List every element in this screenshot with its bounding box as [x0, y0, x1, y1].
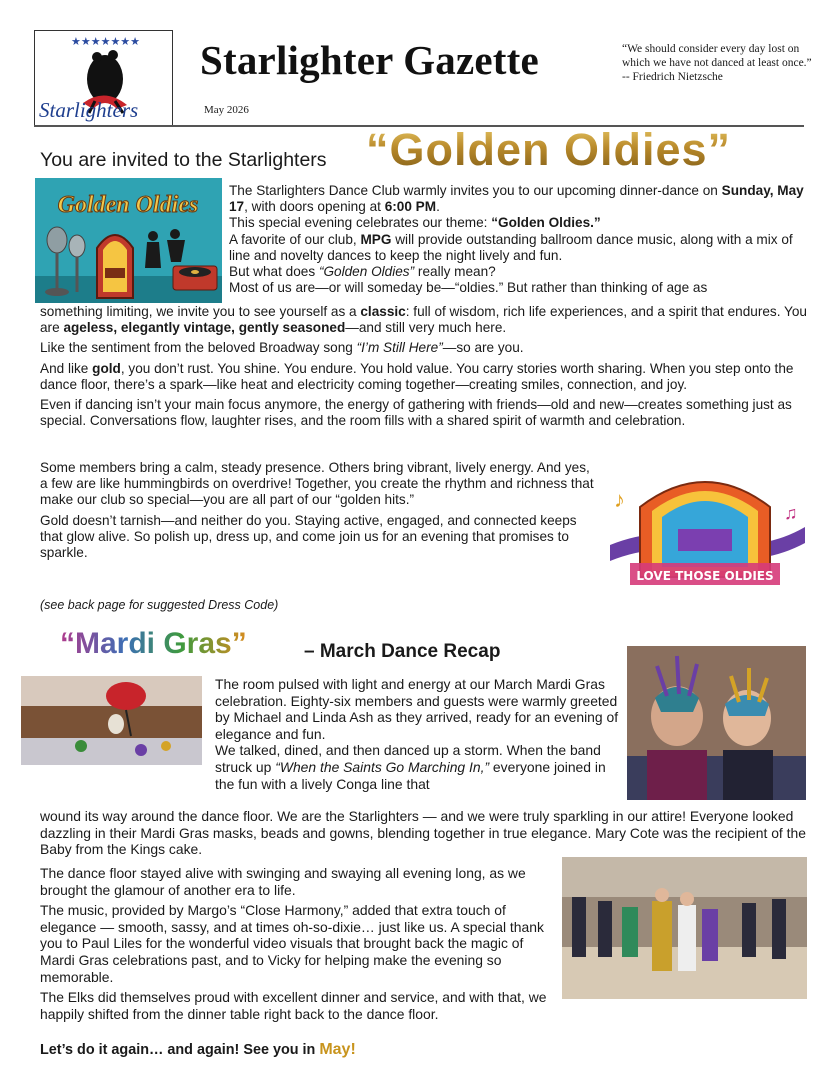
- theme-name: “Golden Oldies.”: [491, 215, 601, 231]
- text-run: —and still very much here.: [345, 320, 507, 336]
- record-player-icon: [173, 266, 217, 290]
- text-run: This special evening celebrates our theme:: [229, 215, 492, 231]
- invite-wrap-text: [40, 460, 596, 561]
- invite-paragraph: [40, 304, 810, 336]
- invite-paragraph: Gold doesn’t tarnish—and neither do you. Staying active, engaged, and connected keeps that glow alive. So polish up, dress up, and come join us for an evening that promises to sparkle.: [40, 512, 577, 561]
- image-caption: Golden Oldies: [57, 192, 199, 218]
- logo-wordmark: Starlighters: [39, 98, 139, 122]
- text-strong: gold: [92, 360, 121, 376]
- invite-paragraph: [229, 232, 809, 264]
- band-name: MPG: [360, 231, 392, 247]
- text-run: , you don’t rust. You shine. You endure. You hold value. You carry stories worth sharing. When you step onto the dance floor, there’s a spark—like heat and electricity coming together—creating smiles, connection, and joy.: [40, 360, 794, 392]
- text-run: everyone joined in the fun with a lively Conga line that: [215, 758, 606, 792]
- text-run: really mean?: [414, 264, 496, 280]
- invite-paragraph: Even if dancing isn’t your main focus anymore, the energy of gathering with friends—old and new—creates something just as special. Conversations flow, laughter rises, and the room fills with a shared spirit of warmth and celebration.: [40, 397, 792, 429]
- invite-lead: You are invited to the Starlighters: [40, 149, 327, 171]
- recap-full-text: [40, 808, 810, 858]
- recap-subheading: – March Dance Recap: [304, 641, 501, 662]
- recap-paragraph: The music, provided by Margo’s “Close Harmony,” added that extra touch of elegance — smooth, sassy, and at times oh-so-dixie… just like us. A special thank you to Paul Liles for the wonderful video visuals that brought back the magic of Mardi Gras celebrations past, and to Vicky for helping make the evening so memorable.: [40, 902, 544, 985]
- closing-line: [40, 1041, 356, 1059]
- invite-column-text: [229, 183, 809, 296]
- invite-paragraph: [40, 361, 810, 393]
- header-quote: [622, 42, 822, 84]
- recap-paragraph: wound its way around the dance floor. We are the Starlighters — and we were truly sparkling in our attire! Everyone looked dazzling in their Mardi Gras masks, beads and gowns, blending together in true elegance. Mary Cote was the recipient of the Baby from the Kings cake.: [40, 808, 806, 858]
- jukebox-image: [600, 467, 810, 592]
- invite-paragraph: [229, 183, 809, 215]
- recap-paragraph: [215, 742, 621, 792]
- mardi-gras-table-photo: [21, 676, 202, 765]
- dance-floor-photo: [562, 857, 807, 999]
- newsletter-title: Starlighter Gazette: [200, 37, 539, 83]
- music-note-icon: ♪: [614, 487, 625, 512]
- text-strong: ageless, elegantly vintage, gently seasoned: [63, 320, 346, 336]
- invite-paragraph: Most of us are—or will someday be—“oldies.” But rather than thinking of age as: [229, 280, 708, 296]
- song-title: “I’m Still Here”: [356, 340, 443, 356]
- closing-month: May!: [319, 1041, 356, 1058]
- jukebox-caption: LOVE THOSE OLDIES: [636, 569, 774, 583]
- recap-paragraph: The Elks did themselves proud with excellent dinner and service, and with that, we happily shifted from the dinner table right back to the dance floor.: [40, 989, 547, 1022]
- recap-paragraph: The room pulsed with light and energy at our March Mardi Gras celebration. Eighty-six members and guests were warmly greeted by Michael and Linda Ash as they arrived, ready for an evening of elegance and fun.: [215, 676, 619, 742]
- text-run: , with doors opening at: [244, 199, 385, 215]
- svg-text:★★★★★★★: ★★★★★★★: [71, 35, 141, 48]
- text-run: .: [436, 199, 440, 215]
- starlighters-logo: [34, 30, 173, 126]
- mardi-gras-heading: “Mardi Gras”: [60, 627, 247, 660]
- golden-oldies-heading: “Golden Oldies”: [366, 124, 732, 175]
- text-run: —so are you.: [442, 340, 524, 356]
- quote-text: “We should consider every day lost on which we have not danced at least once.”: [622, 43, 812, 69]
- event-time: 6:00 PM: [384, 199, 437, 215]
- invite-paragraph: Some members bring a calm, steady presence. Others bring vibrant, lively energy. And yes, a few are like hummingbirds on overdrive! Together, you create the rhythm and richness that make our club so special—you are all part of our “golden hits.”: [40, 460, 594, 508]
- text-run: The Starlighters Dance Club warmly invites you to our upcoming dinner-dance on: [229, 183, 722, 198]
- text-run: We talked, dined, and then danced up a storm. When the band struck up: [215, 742, 601, 775]
- invite-paragraph: [229, 264, 809, 280]
- text-run: will provide outstanding ballroom dance music, along with a mix of line and novelty dances to keep the night lively and fun.: [229, 231, 793, 263]
- invite-full-text: [40, 304, 810, 429]
- text-strong: classic: [360, 304, 406, 319]
- invite-paragraph: [229, 215, 809, 231]
- issue-date: May 2026: [204, 104, 249, 116]
- golden-oldies-image: [35, 178, 222, 303]
- text-run: something limiting, we invite you to see yourself as a: [40, 304, 361, 319]
- event-date: Sunday, May 17: [229, 183, 804, 215]
- text-run: But what does: [229, 264, 319, 280]
- text-run: : full of wisdom, rich life experiences, and a spirit that endures. You are: [40, 304, 807, 336]
- dress-code-note: (see back page for suggested Dress Code): [40, 598, 279, 612]
- invite-paragraph: [40, 340, 810, 356]
- masked-couple-photo: [627, 646, 806, 800]
- music-note-icon: ♫: [784, 503, 798, 523]
- recap-column-text: [215, 676, 621, 792]
- text-run: And like: [40, 360, 93, 376]
- text-run: Like the sentiment from the beloved Broadway song: [40, 340, 357, 356]
- recap-paragraph: The dance floor stayed alive with swinging and swaying all evening long, as we brought the glamour of another era to life.: [40, 865, 526, 898]
- jukebox-icon: [97, 235, 133, 298]
- recap-wrap-text: [40, 865, 556, 1022]
- song-title: “When the Saints Go Marching In,”: [275, 758, 490, 775]
- text-run: A favorite of our club,: [229, 231, 361, 247]
- text-emphasis: “Golden Oldies”: [318, 264, 415, 280]
- closing-text: Let’s do it again… and again! See you in: [40, 1042, 320, 1058]
- quote-author: -- Friedrich Nietzsche: [622, 71, 723, 83]
